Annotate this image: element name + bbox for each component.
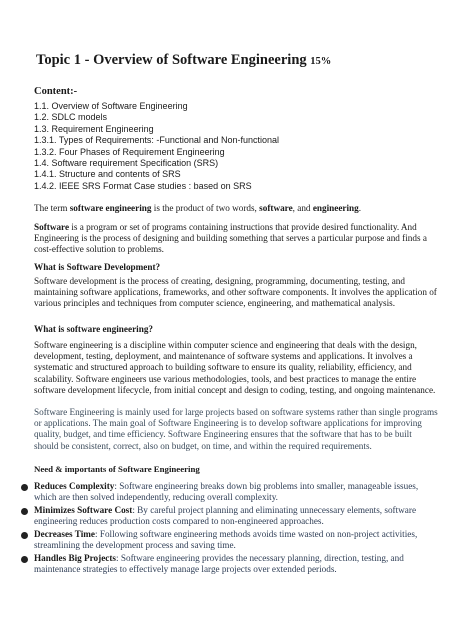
title-text: Topic 1 - Overview of Software Engineering <box>36 52 307 68</box>
usage-paragraph: Software Engineering is mainly used for large projects based on software systems rather than single programs or applications. The main goal of Software Engineering is to develop software applications for improving quality, budget, and time efficiency. Software Engineering ensures that the software that has to be built should be consistent, correct, also on budget, on time, and within the required requirements. <box>34 407 438 451</box>
table-of-contents <box>34 101 279 192</box>
section-heading-software-engineering: What is software engineering? <box>34 324 154 334</box>
bullet-text: : Software engineering breaks down big problems into smaller, manageable issues, which are then solved independently, reducing overall complexity. <box>34 481 419 503</box>
need-heading: Need & importants of Software Engineering <box>34 464 200 474</box>
toc-item: 1.4. Software requirement Specification (SRS) <box>34 158 219 169</box>
title-percent: 15% <box>310 56 332 67</box>
toc-item: 1.1. Overview of Software Engineering <box>34 101 188 111</box>
list-item <box>10 481 430 503</box>
toc-item: 1.4.1. Structure and contents of SRS <box>34 169 181 180</box>
toc-item: 1.2. SDLC models <box>34 112 108 123</box>
software-definition-text: is a program or set of programs containing instructions that provide desired functionality. And Engineering is the process of designing and building something that serves a particular purpose and finds a cost-effective solution to problems. <box>34 222 427 255</box>
toc-item: 1.4.2. IEEE SRS Format Case studies : based on SRS <box>34 180 252 191</box>
section-heading-development: What is Software Development? <box>34 262 161 272</box>
bullet-term: Minimizes Software Cost <box>34 505 133 515</box>
page-title <box>36 52 331 69</box>
intro-bold: software <box>259 203 293 213</box>
intro-text: The term <box>34 203 70 213</box>
bullet-icon <box>21 532 28 539</box>
development-paragraph: Software development is the process of creating, designing, programming, documenting, testing, and maintaining software applications, frameworks, and other software components. It involves the application of various principles and techniques from computer science, engineering, and mathematical analysis. <box>34 276 437 309</box>
benefits-list <box>10 481 430 577</box>
bullet-icon <box>21 556 28 563</box>
intro-text: . <box>358 203 362 213</box>
intro-paragraph <box>34 203 438 214</box>
bullet-term: Reduces Complexity <box>34 481 115 491</box>
intro-bold: engineering <box>312 203 359 213</box>
list-item <box>10 529 430 551</box>
intro-text: , and <box>292 203 313 213</box>
software-definition-paragraph <box>34 222 438 256</box>
toc-item: 1.3.2. Four Phases of Requirement Engineering <box>34 146 225 157</box>
list-item <box>10 553 430 575</box>
intro-bold: software engineering <box>69 203 152 213</box>
software-engineering-paragraph: Software engineering is a discipline within computer science and engineering that deals with the design, development, testing, deployment, and maintenance of software systems and applications. It involves a systematic and structured approach to building software to ensure its quality, reliability, efficiency, and scalability. Software engineers use various methodologies, tools, and best practices to manage the entire software development lifecycle, from initial concept and design to coding, testing, and ongoing maintenance. <box>34 340 436 395</box>
intro-text: is the product of two words, <box>151 203 260 213</box>
bullet-text: : Following software engineering methods avoids time wasted on non-project activities, streamlining the development process and saving time. <box>34 529 418 551</box>
bullet-text: : By careful project planning and eliminating unnecessary elements, software engineering reduces production costs compared to non-engineered approaches. <box>34 505 417 527</box>
bullet-icon <box>21 508 28 515</box>
bullet-term: Decreases Time <box>34 529 95 539</box>
toc-item: 1.3.1. Types of Requirements: -Functional and Non-functional <box>34 135 279 146</box>
software-term: Software <box>34 222 70 232</box>
content-label: Content:- <box>34 86 78 97</box>
list-item <box>10 505 430 527</box>
bullet-text: : Software engineering provides the necessary planning, direction, testing, and maintenance strategies to effectively manage large projects over extended periods. <box>34 553 404 575</box>
bullet-term: Handles Big Projects <box>34 553 117 563</box>
bullet-icon <box>21 484 28 491</box>
toc-item: 1.3. Requirement Engineering <box>34 123 154 134</box>
